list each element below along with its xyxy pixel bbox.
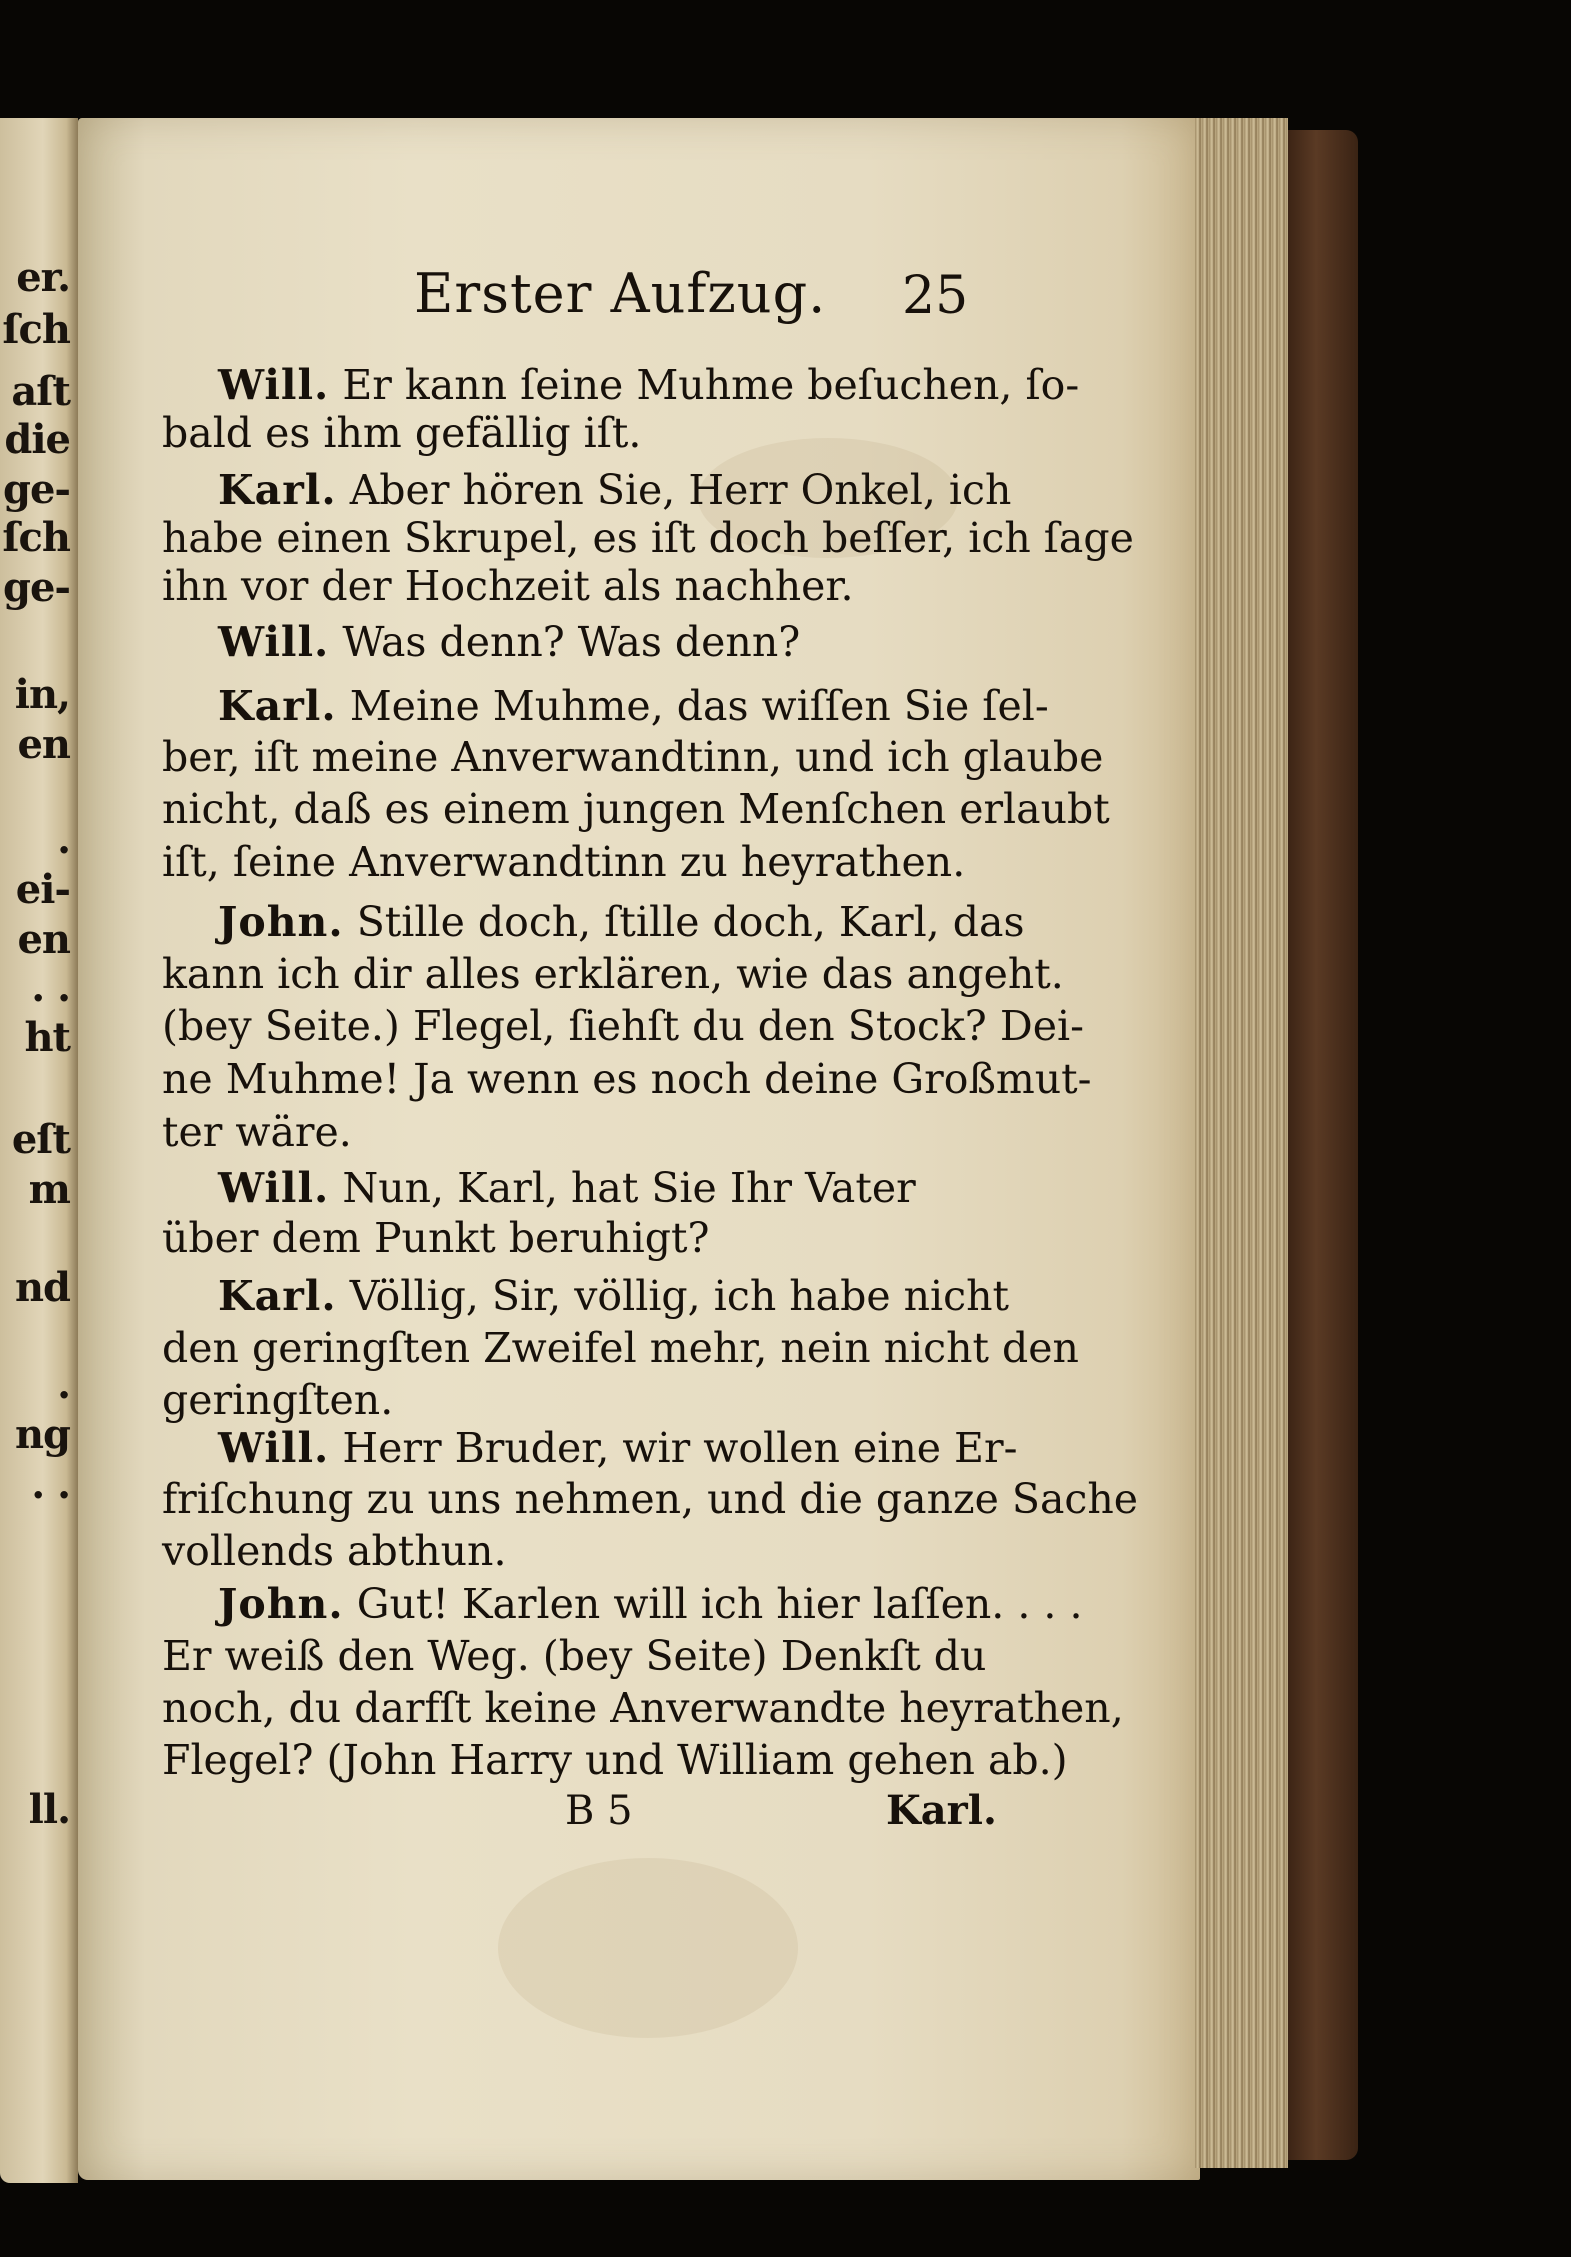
line-text: Meine Muhme, das wiſſen Sie ſel-	[349, 682, 1049, 730]
speaker-name: Will.	[218, 1164, 330, 1212]
line-text: bald es ihm gefällig iſt.	[162, 409, 642, 457]
line-text: ber, iſt meine Anverwandtinn, und ich glaube	[162, 733, 1104, 781]
left-fragment: . .	[31, 964, 70, 1011]
left-fragment: ge-	[2, 564, 70, 611]
left-fragment: ll.	[28, 1786, 70, 1833]
text-line	[162, 409, 982, 457]
text-line	[162, 562, 982, 610]
line-text: Gut! Karlen will ich hier laſſen. . . .	[356, 1580, 1083, 1628]
text-line	[218, 1272, 1010, 1320]
text-line	[218, 1424, 1018, 1472]
left-fragment: ht	[24, 1014, 70, 1061]
running-header-title: Erster Aufzug.	[414, 262, 827, 325]
text-line	[218, 682, 1049, 730]
left-fragment: ng	[14, 1411, 70, 1458]
left-fragment: ſch	[2, 514, 70, 561]
line-text: ne Muhme! Ja wenn es noch deine Großmut-	[162, 1055, 1092, 1103]
text-line	[218, 898, 1025, 946]
paper-stain	[498, 1858, 798, 2038]
text-line	[162, 1214, 982, 1262]
text-line	[162, 950, 1064, 998]
text-line	[162, 733, 1104, 781]
text-line	[162, 1632, 987, 1680]
line-text: Aber hören Sie, Herr Onkel, ich	[349, 466, 1012, 514]
left-fragment: ei-	[15, 866, 70, 913]
line-text: habe einen Skrupel, es iſt doch beſſer, ich ſage	[162, 514, 1134, 562]
left-fragment: .	[57, 1361, 70, 1408]
line-text: noch, du darfſt keine Anverwandte heyrathen,	[162, 1684, 1124, 1732]
left-fragment: nd	[14, 1264, 70, 1311]
page-number: 25	[902, 266, 969, 326]
line-text: ter wäre.	[162, 1108, 352, 1156]
text-line	[218, 361, 1080, 409]
line-text: den geringſten Zweifel mehr, nein nicht den	[162, 1324, 1079, 1372]
left-fragment: die	[4, 416, 70, 463]
line-text: Herr Bruder, wir wollen eine Er-	[342, 1424, 1018, 1472]
left-fragment: ge-	[2, 466, 70, 513]
text-line	[162, 1324, 1079, 1372]
left-fragment: eſt	[11, 1116, 70, 1163]
line-text: ihn vor der Hochzeit als nachher.	[162, 562, 854, 610]
left-fragment: en	[17, 916, 70, 963]
text-line	[218, 466, 1012, 514]
line-text: Stille doch, ſtille doch, Karl, das	[356, 898, 1025, 946]
speaker-name: John.	[218, 898, 344, 946]
speaker-name: Will.	[218, 618, 330, 666]
line-text: vollends abthun.	[162, 1527, 507, 1575]
left-fragment: . .	[31, 1461, 70, 1508]
line-text: Völlig, Sir, völlig, ich habe nicht	[349, 1272, 1010, 1320]
line-text: nicht, daß es einem jungen Menſchen erlaubt	[162, 785, 1110, 833]
line-text: Er kann ſeine Muhme beſuchen, ſo-	[342, 361, 1080, 409]
previous-page-edge	[0, 118, 78, 2183]
book-cover-edge	[1288, 130, 1358, 2160]
left-fragment: en	[17, 721, 70, 768]
speaker-name: Karl.	[218, 466, 337, 514]
text-line	[162, 1475, 1139, 1523]
line-text: Flegel? (John Harry und William gehen ab.)	[162, 1736, 1068, 1784]
left-fragment: ſch	[2, 306, 70, 353]
text-line	[162, 514, 1134, 562]
line-text: über dem Punkt beruhigt?	[162, 1214, 710, 1262]
line-text: Er weiß den Weg. (bey Seite) Denkſt du	[162, 1632, 987, 1680]
left-fragment: in,	[14, 671, 70, 718]
text-line	[162, 785, 1110, 833]
text-line	[162, 1527, 982, 1575]
text-line	[162, 1055, 1092, 1103]
line-text: friſchung zu uns nehmen, und die ganze Sache	[162, 1475, 1139, 1523]
line-text: Nun, Karl, hat Sie Ihr Vater	[342, 1164, 916, 1212]
line-text: geringſten.	[162, 1376, 394, 1424]
speaker-name: Will.	[218, 1424, 330, 1472]
page-block-edge	[1195, 118, 1288, 2168]
text-line	[218, 1164, 982, 1212]
speaker-name: Karl.	[218, 1272, 337, 1320]
running-header	[0, 262, 1571, 332]
line-text: iſt, ſeine Anverwandtinn zu heyrathen.	[162, 838, 966, 886]
text-line	[162, 1684, 1124, 1732]
text-line	[162, 1376, 982, 1424]
left-fragment: .	[57, 816, 70, 863]
left-fragment: aſt	[11, 368, 70, 415]
text-line	[162, 838, 982, 886]
left-fragment: m	[28, 1166, 70, 1213]
text-line	[218, 1580, 1083, 1628]
speaker-name: Will.	[218, 361, 330, 409]
line-text: kann ich dir alles erklären, wie das angeht.	[162, 950, 1064, 998]
catchword: Karl.	[886, 1787, 997, 1834]
text-line	[162, 1108, 982, 1156]
signature-mark: B 5	[565, 1788, 633, 1834]
text-line	[218, 618, 982, 666]
text-line	[162, 1736, 1068, 1784]
speaker-name: Karl.	[218, 682, 337, 730]
line-text: (bey Seite.) Flegel, ſiehſt du den Stock? Dei-	[162, 1002, 1084, 1050]
left-fragment: er.	[16, 254, 70, 301]
text-line	[162, 1002, 1084, 1050]
speaker-name: John.	[218, 1580, 344, 1628]
line-text: Was denn? Was denn?	[342, 618, 801, 666]
